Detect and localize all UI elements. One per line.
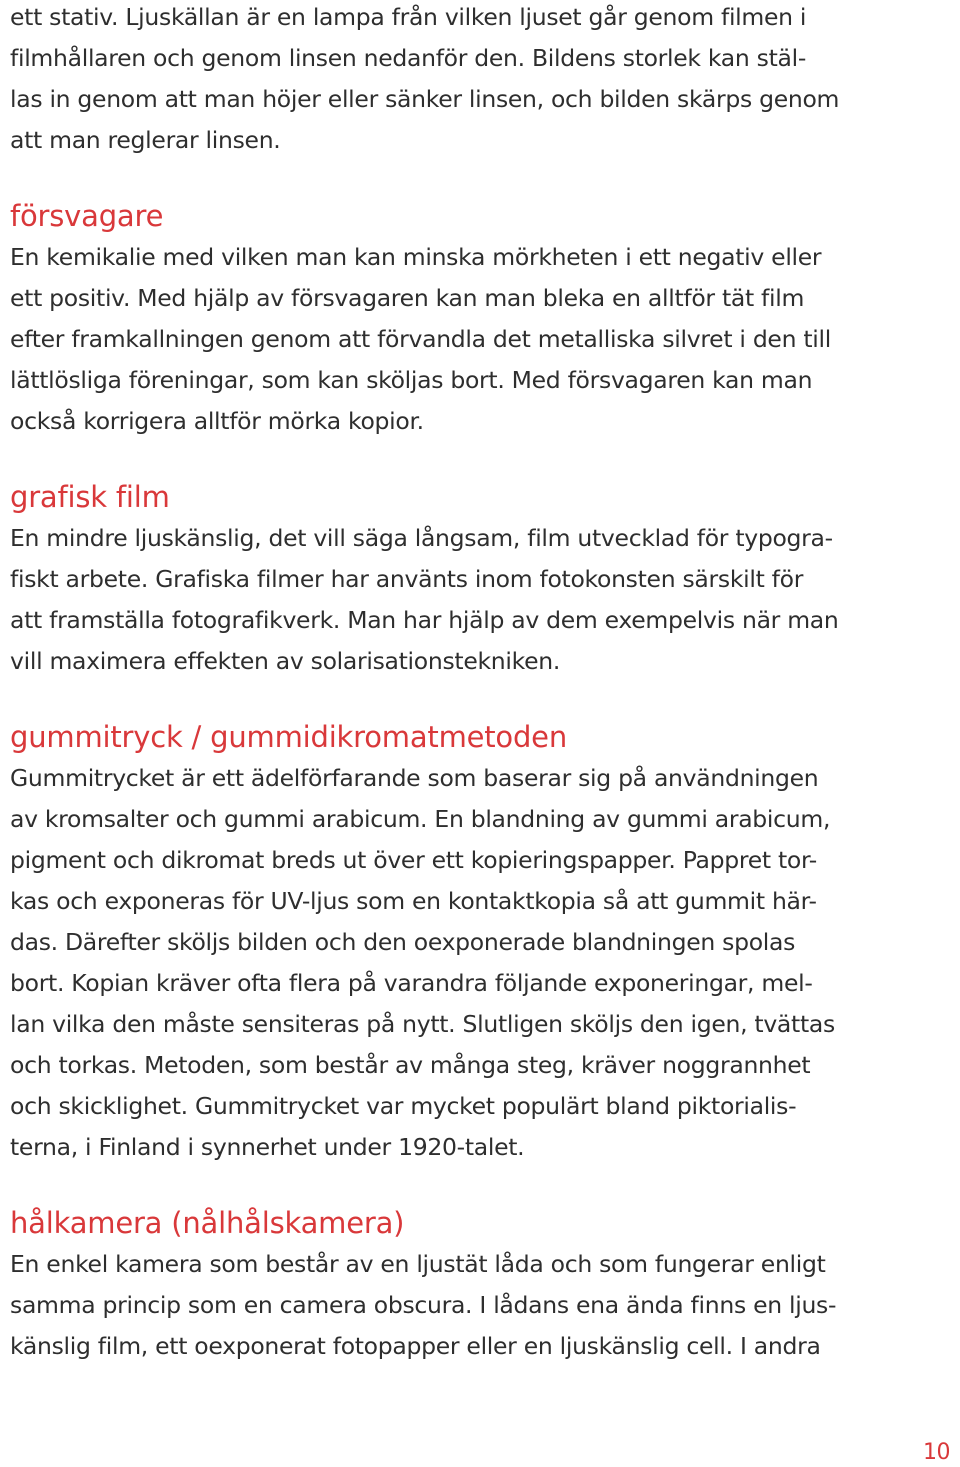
body-line: das. Därefter sköljs bilden och den oexponerade blandningen spolas: [10, 928, 796, 956]
body-line: bort. Kopian kräver ofta flera på varandra följande exponeringar, mel-: [10, 969, 813, 997]
body-line: En enkel kamera som består av en ljustät låda och som fungerar enligt: [10, 1250, 826, 1278]
body-line: och torkas. Metoden, som består av många steg, kräver noggrannhet: [10, 1051, 811, 1079]
body-line: känslig film, ett oexponerat fotopapper eller en ljuskänslig cell. I andra: [10, 1332, 821, 1360]
page-number: 10: [923, 1440, 950, 1465]
body-line: ett positiv. Med hjälp av försvagaren kan man bleka en alltför tät film: [10, 284, 805, 312]
glossary-entry-grafisk-film: [10, 477, 952, 682]
glossary-term: grafisk film: [10, 480, 170, 514]
body-line: och skicklighet. Gummitrycket var mycket populärt bland piktorialis-: [10, 1092, 797, 1120]
intro-paragraph: [10, 0, 952, 161]
body-line: ett stativ. Ljuskällan är en lampa från vilken ljuset går genom filmen i: [10, 3, 807, 31]
body-line: terna, i Finland i synnerhet under 1920-talet.: [10, 1133, 525, 1161]
body-line: filmhållaren och genom linsen nedanför den. Bildens storlek kan stäl-: [10, 44, 807, 72]
body-line: att man reglerar linsen.: [10, 126, 281, 154]
glossary-term: hålkamera (nålhålskamera): [10, 1206, 405, 1240]
body-line: kas och exponeras för UV-ljus som en kontaktkopia så att gummit här-: [10, 887, 817, 915]
body-line: samma princip som en camera obscura. I lådans ena ända finns en ljus-: [10, 1291, 837, 1319]
glossary-entry-halkamera: [10, 1203, 952, 1367]
body-line: En kemikalie med vilken man kan minska mörkheten i ett negativ eller: [10, 243, 822, 271]
glossary-page: [10, 0, 952, 1367]
body-line: lättlösliga föreningar, som kan sköljas bort. Med försvagaren kan man: [10, 366, 813, 394]
body-line: också korrigera alltför mörka kopior.: [10, 407, 424, 435]
body-line: pigment och dikromat breds ut över ett kopieringspapper. Pappret tor-: [10, 846, 817, 874]
body-line: Gummitrycket är ett ädelförfarande som baserar sig på användningen: [10, 764, 819, 792]
body-line: att framställa fotografikverk. Man har hjälp av dem exempelvis när man: [10, 606, 839, 634]
glossary-entry-gummitryck: [10, 717, 952, 1168]
body-line: lan vilka den måste sensiteras på nytt. Slutligen sköljs den igen, tvättas: [10, 1010, 835, 1038]
glossary-term: gummitryck / gummidikromatmetoden: [10, 720, 568, 754]
glossary-entry-forsvagare: [10, 196, 952, 442]
glossary-term: försvagare: [10, 199, 164, 233]
body-line: las in genom att man höjer eller sänker linsen, och bilden skärps genom: [10, 85, 840, 113]
body-line: av kromsalter och gummi arabicum. En blandning av gummi arabicum,: [10, 805, 831, 833]
body-line: efter framkallningen genom att förvandla det metalliska silvret i den till: [10, 325, 831, 353]
body-line: En mindre ljuskänslig, det vill säga långsam, film utvecklad för typogra-: [10, 524, 833, 552]
body-line: fiskt arbete. Grafiska filmer har använts inom fotokonsten särskilt för: [10, 565, 804, 593]
body-line: vill maximera effekten av solarisationstekniken.: [10, 647, 561, 675]
